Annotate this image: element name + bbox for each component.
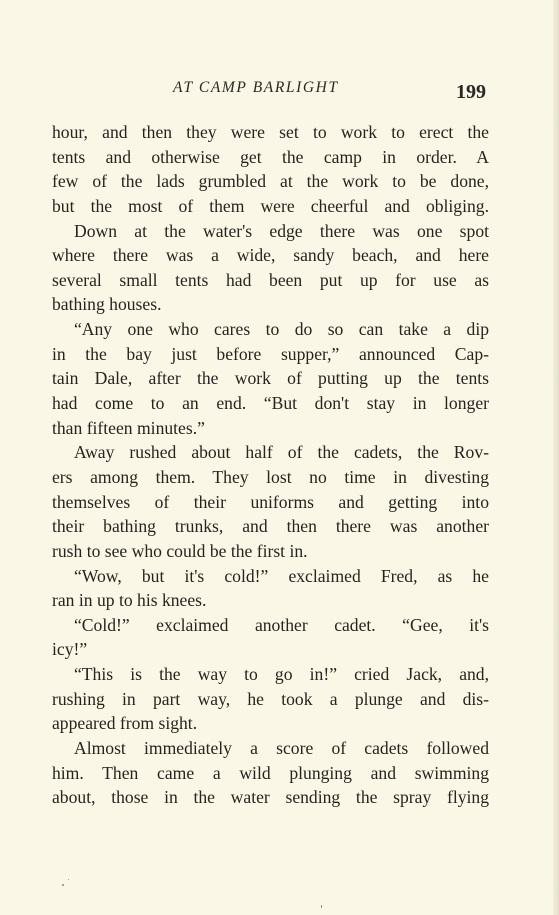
text-line: about, those in the water sending the spray flying (52, 787, 489, 808)
text-line: had come to an end. “But don't stay in longer (52, 393, 489, 414)
text-line: their bathing trunks, and then there was another (52, 516, 489, 537)
text-line: “Wow, but it's cold!” exclaimed Fred, as he (74, 565, 489, 586)
page-edge (553, 0, 559, 915)
text-line: him. Then came a wild plunging and swimming (52, 762, 489, 783)
body-text (52, 120, 489, 810)
text-line: appeared from sight. (52, 713, 198, 734)
text-line: where there was a wide, sandy beach, and here (52, 245, 489, 266)
text-line: themselves of their uniforms and getting into (52, 491, 489, 512)
text-line: Almost immediately a score of cadets followed (74, 738, 489, 759)
text-line: ran in up to his knees. (52, 590, 207, 611)
text-line: “Any one who cares to do so can take a dip (74, 319, 489, 340)
text-line: “This is the way to go in!” cried Jack, and, (74, 664, 489, 685)
text-line: than fifteen minutes.” (52, 417, 205, 438)
text-line: Away rushed about half of the cadets, the Rov- (74, 442, 489, 463)
text-line: several small tents had been put up for use as (52, 269, 489, 290)
text-line: few of the lads grumbled at the work to be done, (52, 171, 489, 192)
text-line: rush to see who could be the first in. (52, 540, 308, 561)
text-line: ers among them. They lost no time in divesting (52, 466, 489, 487)
text-line: but the most of them were cheerful and obliging. (52, 195, 489, 216)
text-line: “Cold!” exclaimed another cadet. “Gee, it's (74, 614, 489, 635)
text-line: icy!” (52, 639, 88, 660)
running-head (0, 79, 559, 103)
text-line: in the bay just before supper,” announced Cap- (52, 343, 489, 364)
text-line: tain Dale, after the work of putting up the tents (52, 368, 489, 389)
text-line: Down at the water's edge there was one spot (74, 220, 489, 241)
text-line: hour, and then they were set to work to erect the (52, 122, 489, 142)
paper-speck (62, 884, 64, 886)
paper-speck (68, 879, 69, 880)
text-line: tents and otherwise get the camp in order. A (52, 146, 489, 167)
page-number: 199 (456, 81, 486, 103)
paper-speck (321, 905, 322, 908)
text-line: rushing in part way, he took a plunge and dis- (52, 688, 489, 709)
running-title: AT CAMP BARLIGHT (173, 79, 339, 96)
text-line: bathing houses. (52, 294, 162, 315)
